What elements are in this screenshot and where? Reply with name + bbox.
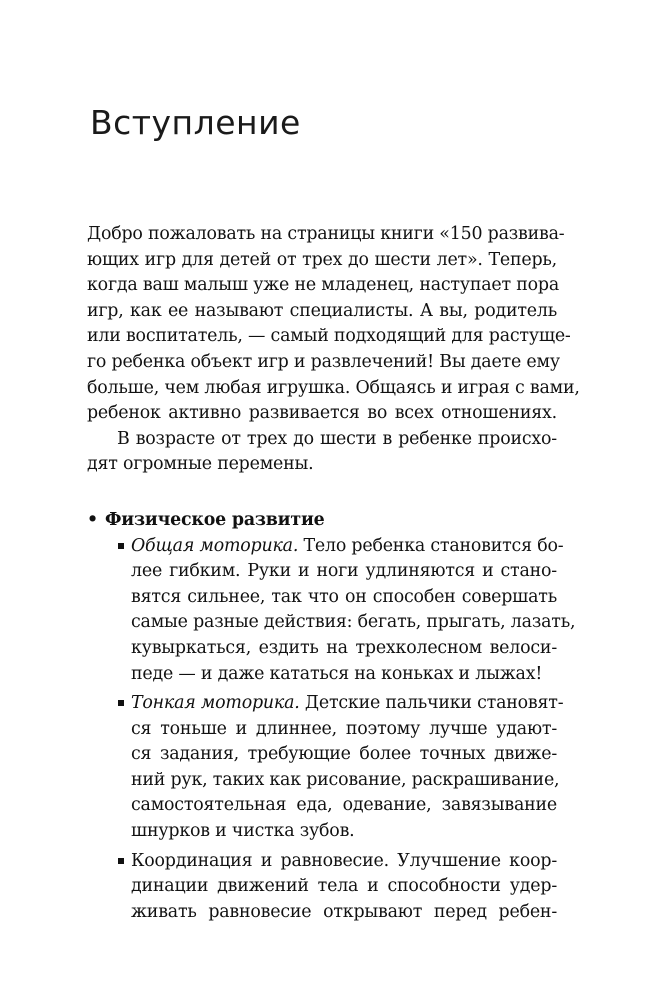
item-term: Тонкая моторика. <box>131 693 300 714</box>
text-line: ся тоньше и длиннее, поэтому лучше удают- <box>131 718 557 739</box>
section-physical-development <box>87 508 576 926</box>
bullet-icon: • <box>87 509 98 530</box>
text-line: дят огромные перемены. <box>87 454 314 475</box>
square-bullet-icon <box>118 543 124 549</box>
list-item <box>119 849 557 926</box>
item-text: Детские пальчики становят- <box>299 693 564 714</box>
text-line: ребенок активно развивается во всех отношениях. <box>87 403 557 424</box>
section-heading-text: Физическое развитие <box>105 509 325 530</box>
intro-paragraph-2 <box>87 427 557 478</box>
subitem-list <box>119 534 576 926</box>
text-line: В возрасте от трех до шести в ребенке происхо- <box>117 428 557 449</box>
text-line: го ребенка объект игр и развлечений! Вы даете ему <box>87 351 560 372</box>
text-line: шнурков и чистка зубов. <box>131 821 355 842</box>
text-line: или воспитатель, — самый подходящий для растуще- <box>87 326 571 347</box>
list-item <box>119 691 564 845</box>
square-bullet-icon <box>118 700 124 706</box>
section-heading <box>87 508 557 534</box>
text-line: кувыркаться, ездить на трехколесном велоси- <box>131 637 557 658</box>
text-line: самые разные действия: бегать, прыгать, лазать, <box>131 612 576 633</box>
list-item <box>119 534 576 688</box>
square-bullet-icon <box>118 858 124 864</box>
text-line: ющих игр для детей от трех до шести лет». Теперь, <box>87 249 557 270</box>
text-line: динации движений тела и способности удер- <box>131 876 557 897</box>
text-line: ний рук, таких как рисование, раскрашивание, <box>131 769 560 790</box>
text-line: самостоятельная еда, одевание, завязывание <box>131 795 557 816</box>
body-text <box>87 222 580 925</box>
text-line: педе — и даже кататься на коньках и лыжах! <box>131 663 543 684</box>
chapter-title: Вступление <box>90 103 301 142</box>
item-text: Тело ребенка становится бо- <box>298 535 564 556</box>
text-line: когда ваш малыш уже не младенец, наступает пора <box>87 275 560 296</box>
text-line <box>131 691 564 717</box>
text-line: больше, чем любая игрушка. Общаясь и играя с вами, <box>87 377 580 398</box>
text-line <box>131 534 564 560</box>
text-line: живать равновесие открывают перед ребен- <box>131 901 557 922</box>
text-line: ся задания, требующие более точных движе- <box>131 744 557 765</box>
text-line: лее гибким. Руки и ноги удлиняются и стано- <box>131 561 557 582</box>
intro-paragraph-1 <box>87 222 580 427</box>
text-line: вятся сильнее, так что он способен совершать <box>131 586 557 607</box>
text-line: Добро пожаловать на страницы книги «150 развива- <box>87 224 565 244</box>
item-term: Общая моторика. <box>131 535 299 556</box>
text-line: Координация и равновесие. Улучшение коор- <box>131 850 557 871</box>
text-line: игр, как ее называют специалисты. А вы, родитель <box>87 300 557 321</box>
